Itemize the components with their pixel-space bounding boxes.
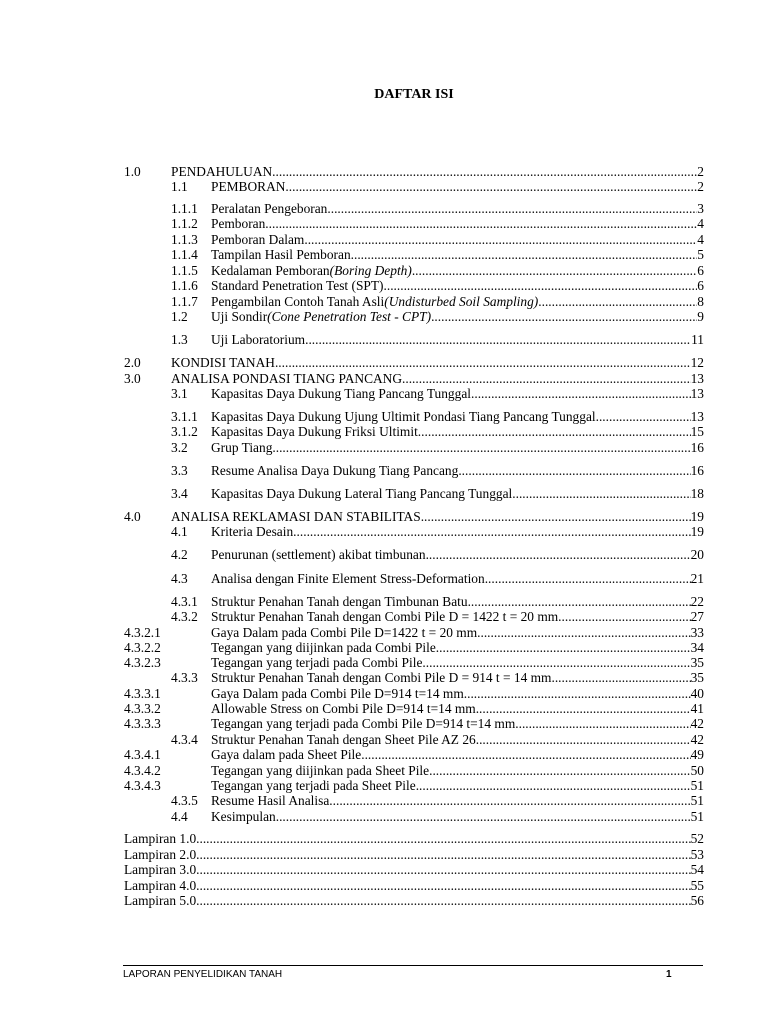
toc-dot-leader [276, 809, 691, 825]
toc-entry-title: Pemboran [211, 216, 266, 231]
toc-entry[interactable] [0, 309, 768, 325]
toc-entry[interactable] [0, 440, 768, 456]
toc-entry[interactable] [0, 263, 768, 279]
toc-entry-page-number: 11 [691, 332, 704, 347]
toc-entry[interactable] [0, 571, 768, 587]
toc-entry-title: Kedalaman Pemboran [211, 263, 330, 278]
toc-entry-title: Grup Tiang [211, 440, 273, 455]
toc-entry[interactable] [0, 831, 768, 847]
toc-dot-leader [471, 386, 691, 402]
toc-entry[interactable] [0, 655, 768, 671]
toc-dot-leader [512, 486, 690, 502]
toc-entry-title: Resume Analisa Daya Dukung Tiang Pancang [211, 463, 459, 478]
toc-entry-number: 4.1 [171, 524, 188, 539]
toc-entry-title: Lampiran 5.0 [124, 893, 197, 908]
toc-entry-title: Kapasitas Daya Dukung Friksi Ultimit [211, 424, 418, 439]
toc-entry-page-number: 2 [697, 164, 704, 179]
toc-entry-title: Gaya Dalam pada Combi Pile D=1422 t = 20 mm [211, 625, 478, 640]
toc-entry-page-number: 55 [690, 878, 704, 893]
toc-entry-page-number: 51 [690, 793, 704, 808]
toc-dot-leader [485, 571, 691, 587]
toc-entry[interactable] [0, 878, 768, 894]
toc-entry-page-number: 33 [690, 625, 704, 640]
toc-entry-title: Lampiran 3.0 [124, 862, 197, 877]
toc-entry-number: 4.3.4.2 [124, 763, 161, 778]
page-title: DAFTAR ISI [374, 87, 454, 102]
toc-dot-leader [538, 294, 697, 310]
toc-entry[interactable] [0, 686, 768, 702]
toc-entry-page-number: 15 [690, 424, 704, 439]
toc-entry-number: 1.1.1 [171, 201, 198, 216]
toc-entry-title: KONDISI TANAH [171, 355, 275, 370]
toc-entry-number: 4.3.2.1 [124, 625, 161, 640]
toc-entry[interactable] [0, 547, 768, 563]
toc-entry-page-number: 5 [697, 247, 704, 262]
toc-entry-page-number: 51 [690, 809, 704, 824]
toc-entry-number: 4.4 [171, 809, 188, 824]
toc-entry-number: 1.1.2 [171, 216, 198, 231]
toc-entry-title: Allowable Stress on Combi Pile D=914 t=14 mm [211, 701, 476, 716]
toc-dot-leader [476, 701, 691, 717]
toc-entry-number: 3.3 [171, 463, 188, 478]
toc-dot-leader [402, 371, 691, 387]
toc-entry-title: ANALISA PONDASI TIANG PANCANG [171, 371, 403, 386]
toc-entry[interactable] [0, 463, 768, 479]
toc-entry[interactable] [0, 763, 768, 779]
toc-dot-leader [558, 609, 690, 625]
toc-entry-page-number: 50 [690, 763, 704, 778]
toc-entry-title: Kesimpulan [211, 809, 276, 824]
toc-entry-title: Uji Laboratorium [211, 332, 306, 347]
toc-entry[interactable] [0, 332, 768, 348]
toc-entry[interactable] [0, 670, 768, 686]
toc-entry[interactable] [0, 355, 768, 371]
toc-entry-page-number: 56 [690, 893, 704, 908]
toc-entry[interactable] [0, 424, 768, 440]
toc-entry-page-number: 2 [697, 179, 704, 194]
toc-entry-number: 4.3.2.3 [124, 655, 161, 670]
toc-dot-leader [329, 793, 690, 809]
toc-entry-number: 4.3 [171, 571, 188, 586]
toc-entry[interactable] [0, 509, 768, 525]
toc-dot-leader [458, 463, 690, 479]
toc-entry-number: 1.0 [124, 164, 141, 179]
toc-entry-number: 1.1.3 [171, 232, 198, 247]
footer-divider [123, 965, 703, 966]
toc-entry-title: Pengambilan Contoh Tanah Asli [211, 294, 385, 309]
toc-entry-page-number: 51 [690, 778, 704, 793]
toc-entry-number: 1.1 [171, 179, 188, 194]
toc-entry-number: 4.3.4.1 [124, 747, 161, 762]
toc-entry-page-number: 20 [690, 547, 704, 562]
toc-dot-leader [361, 747, 690, 763]
toc-entry-page-number: 54 [690, 862, 704, 877]
toc-entry-number: 4.3.4 [171, 732, 198, 747]
toc-entry-title: Tegangan yang diijinkan pada Combi Pile [211, 640, 436, 655]
toc-entry[interactable] [0, 247, 768, 263]
toc-entry-page-number: 6 [697, 278, 704, 293]
toc-entry[interactable] [0, 747, 768, 763]
toc-entry[interactable] [0, 524, 768, 540]
toc-entry-title: Kapasitas Daya Dukung Tiang Pancang Tunggal [211, 386, 471, 401]
toc-entry-title: Tampilan Hasil Pemboran [211, 247, 351, 262]
toc-dot-leader [468, 594, 691, 610]
toc-dot-leader [351, 247, 698, 263]
toc-dot-leader [551, 670, 690, 686]
toc-entry-title-italic: (Undisturbed Soil Sampling) [384, 294, 539, 309]
toc-dot-leader [477, 625, 690, 641]
toc-entry-number: 4.3.5 [171, 793, 198, 808]
toc-entry-title: Tegangan yang terjadi pada Sheet Pile [211, 778, 416, 793]
toc-entry-number: 2.0 [124, 355, 141, 370]
toc-entry-page-number: 3 [697, 201, 704, 216]
toc-entry-page-number: 21 [690, 571, 704, 586]
toc-dot-leader [293, 524, 690, 540]
toc-entry-title: Kriteria Desain [211, 524, 294, 539]
toc-entry[interactable] [0, 609, 768, 625]
toc-entry-number: 4.2 [171, 547, 188, 562]
toc-entry-title: Peralatan Pengeboran [211, 201, 328, 216]
toc-dot-leader [416, 778, 691, 794]
toc-entry-page-number: 35 [690, 655, 704, 670]
toc-entry-page-number: 35 [690, 670, 704, 685]
toc-dot-leader [422, 655, 690, 671]
toc-entry[interactable] [0, 164, 768, 180]
toc-entry-title: Pemboran Dalam [211, 232, 305, 247]
toc-entry-title: Struktur Penahan Tanah dengan Combi Pile D = 914 t = 14 mm [211, 670, 552, 685]
toc-entry-number: 4.3.3 [171, 670, 198, 685]
toc-entry-number: 4.3.2 [171, 609, 198, 624]
toc-entry-number: 4.3.2.2 [124, 640, 161, 655]
toc-entry[interactable] [0, 216, 768, 232]
toc-entry-number: 1.1.5 [171, 263, 198, 278]
toc-entry-title: Uji Sondir [211, 309, 268, 324]
toc-entry[interactable] [0, 809, 768, 825]
toc-entry[interactable] [0, 701, 768, 717]
toc-entry-page-number: 42 [690, 716, 704, 731]
toc-entry-number: 1.1.6 [171, 278, 198, 293]
toc-entry-title-italic: (Boring Depth) [329, 263, 412, 278]
toc-entry[interactable] [0, 625, 768, 641]
toc-dot-leader [384, 278, 698, 294]
toc-entry-page-number: 49 [690, 747, 704, 762]
footer-page-number: 1 [666, 969, 672, 980]
toc-dot-leader [196, 831, 690, 847]
toc-entry-number: 3.2 [171, 440, 188, 455]
toc-dot-leader [272, 164, 697, 180]
toc-dot-leader [327, 201, 697, 217]
toc-entry-page-number: 6 [697, 263, 704, 278]
toc-entry-title: Analisa dengan Finite Element Stress-Deformation [211, 571, 485, 586]
toc-dot-leader [464, 686, 691, 702]
toc-entry-number: 3.1 [171, 386, 188, 401]
toc-entry[interactable] [0, 716, 768, 732]
toc-entry-number: 4.3.4.3 [124, 778, 161, 793]
toc-entry-page-number: 12 [690, 355, 704, 370]
toc-entry-title: Gaya Dalam pada Combi Pile D=914 t=14 mm [211, 686, 464, 701]
toc-entry-page-number: 40 [690, 686, 704, 701]
toc-dot-leader [426, 547, 691, 563]
toc-entry[interactable] [0, 232, 768, 248]
toc-dot-leader [305, 332, 691, 348]
toc-entry-title: Resume Hasil Analisa [211, 793, 330, 808]
toc-dot-leader [429, 763, 691, 779]
toc-entry[interactable] [0, 732, 768, 748]
toc-dot-leader [418, 424, 691, 440]
toc-entry-title: Lampiran 1.0 [124, 831, 197, 846]
toc-dot-leader [272, 440, 690, 456]
toc-entry-page-number: 16 [690, 440, 704, 455]
toc-dot-leader [196, 893, 690, 909]
toc-entry[interactable] [0, 640, 768, 656]
toc-dot-leader [265, 216, 697, 232]
toc-entry-number: 4.3.3.3 [124, 716, 161, 731]
toc-entry-title: Kapasitas Daya Dukung Ujung Ultimit Pondasi Tiang Pancang Tunggal [211, 409, 596, 424]
toc-entry[interactable] [0, 409, 768, 425]
toc-entry-title: ANALISA REKLAMASI DAN STABILITAS [171, 509, 421, 524]
toc-entry-title-italic: (Cone Penetration Test - CPT) [267, 309, 432, 324]
toc-entry[interactable] [0, 862, 768, 878]
toc-entry[interactable] [0, 294, 768, 310]
toc-entry[interactable] [0, 594, 768, 610]
toc-entry-page-number: 13 [690, 371, 704, 386]
toc-dot-leader [596, 409, 691, 425]
toc-dot-leader [196, 847, 690, 863]
toc-entry[interactable] [0, 793, 768, 809]
toc-entry-number: 3.4 [171, 486, 188, 501]
toc-entry[interactable] [0, 893, 768, 909]
toc-entry-title: Struktur Penahan Tanah dengan Combi Pile D = 1422 t = 20 mm [211, 609, 559, 624]
toc-entry-page-number: 52 [690, 831, 704, 846]
toc-dot-leader [436, 640, 691, 656]
toc-entry[interactable] [0, 179, 768, 195]
toc-entry-title: PEMBORAN [211, 179, 286, 194]
toc-entry-number: 3.1.2 [171, 424, 198, 439]
toc-entry[interactable] [0, 201, 768, 217]
toc-entry-page-number: 16 [690, 463, 704, 478]
toc-entry[interactable] [0, 371, 768, 387]
toc-dot-leader [196, 878, 690, 894]
toc-entry-page-number: 42 [690, 732, 704, 747]
toc-entry-page-number: 13 [690, 386, 704, 401]
toc-dot-leader [515, 716, 690, 732]
toc-entry-title: Lampiran 4.0 [124, 878, 197, 893]
toc-entry-number: 4.3.3.2 [124, 701, 161, 716]
toc-entry-title: Penurunan (settlement) akibat timbunan [211, 547, 426, 562]
toc-dot-leader [304, 232, 697, 248]
toc-entry-page-number: 4 [697, 216, 704, 231]
toc-entry-title: Tegangan yang diijinkan pada Sheet Pile [211, 763, 430, 778]
toc-entry-page-number: 22 [690, 594, 704, 609]
toc-dot-leader [431, 309, 697, 325]
toc-entry-number: 3.1.1 [171, 409, 198, 424]
toc-dot-leader [285, 179, 697, 195]
toc-dot-leader [476, 732, 691, 748]
toc-entry[interactable] [0, 486, 768, 502]
toc-entry-page-number: 8 [697, 294, 704, 309]
toc-entry-page-number: 27 [690, 609, 704, 624]
toc-dot-leader [421, 509, 691, 525]
toc-entry-title: Standard Penetration Test (SPT) [211, 278, 384, 293]
toc-entry-page-number: 9 [697, 309, 704, 324]
toc-entry-title: PENDAHULUAN [171, 164, 273, 179]
toc-entry-title: Kapasitas Daya Dukung Lateral Tiang Pancang Tunggal [211, 486, 513, 501]
toc-entry-number: 1.2 [171, 309, 188, 324]
toc-dot-leader [412, 263, 697, 279]
toc-entry-title: Tegangan yang terjadi pada Combi Pile D=914 t=14 mm [211, 716, 516, 731]
toc-entry-number: 3.0 [124, 371, 141, 386]
toc-entry-number: 1.1.4 [171, 247, 198, 262]
toc-entry[interactable] [0, 847, 768, 863]
toc-dot-leader [275, 355, 691, 371]
toc-entry-number: 4.3.3.1 [124, 686, 161, 701]
toc-entry-page-number: 41 [690, 701, 704, 716]
toc-dot-leader [196, 862, 690, 878]
toc-entry-title: Tegangan yang terjadi pada Combi Pile [211, 655, 423, 670]
toc-entry-title: Lampiran 2.0 [124, 847, 197, 862]
toc-entry-page-number: 19 [690, 524, 704, 539]
toc-entry-page-number: 34 [690, 640, 704, 655]
toc-entry-page-number: 18 [690, 486, 704, 501]
toc-entry[interactable] [0, 278, 768, 294]
toc-entry-page-number: 13 [690, 409, 704, 424]
toc-entry-title: Struktur Penahan Tanah dengan Timbunan Batu [211, 594, 468, 609]
toc-entry-number: 4.0 [124, 509, 141, 524]
toc-entry-page-number: 53 [690, 847, 704, 862]
toc-entry-title: Struktur Penahan Tanah dengan Sheet Pile AZ 26 [211, 732, 476, 747]
toc-entry-page-number: 4 [697, 232, 704, 247]
toc-entry-number: 1.1.7 [171, 294, 198, 309]
toc-entry-title: Gaya dalam pada Sheet Pile [211, 747, 362, 762]
toc-entry-page-number: 19 [690, 509, 704, 524]
toc-entry[interactable] [0, 778, 768, 794]
toc-entry[interactable] [0, 386, 768, 402]
footer-title: LAPORAN PENYELIDIKAN TANAH [123, 969, 283, 980]
toc-entry-number: 1.3 [171, 332, 188, 347]
toc-entry-number: 4.3.1 [171, 594, 198, 609]
